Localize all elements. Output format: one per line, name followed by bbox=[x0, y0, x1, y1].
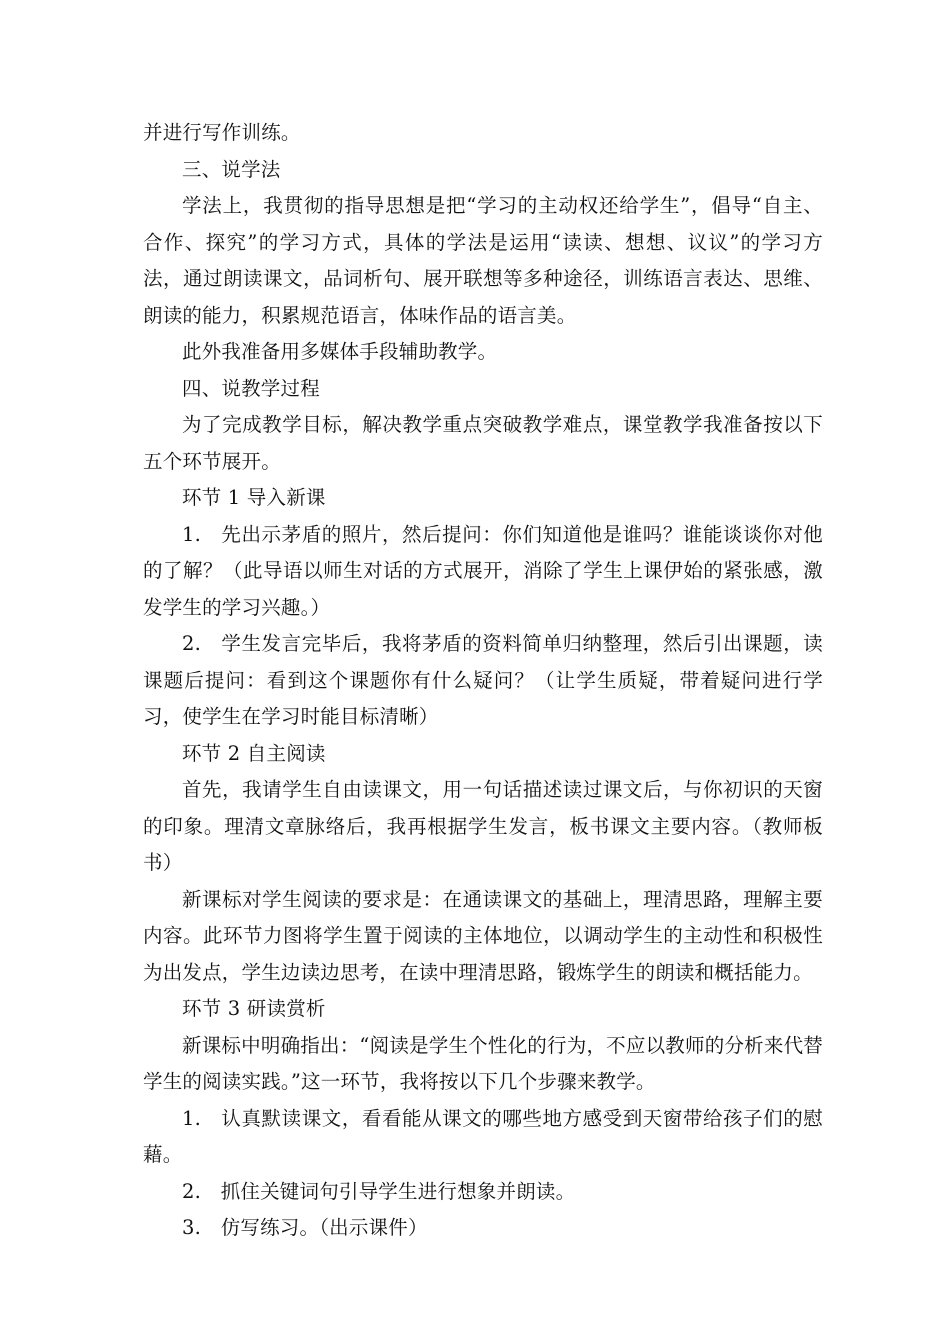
section-heading-teaching-process: 四、说教学过程 bbox=[182, 376, 320, 400]
paragraph-continuation: 并进行写作训练。 bbox=[143, 121, 301, 144]
paragraph-self-reading: 首先，我请学生自由读课文，用一句话描述读过课文后，与你初识的天窗的印象。理清文章脉络后，我再根据学生发言，板书课文主要内容。（教师板书） bbox=[143, 778, 823, 874]
list-item-3-3: 3. 仿写练习。（出示课件） bbox=[182, 1216, 428, 1239]
paragraph-study-method: 学法上，我贯彻的指导思想是把“学习的主动权还给学生”，倡导“自主、合作、探究”的学习方式，具体的学法是运用“读读、想想、议议”的学习方法，通过朗读课文，品词析句、展开联想等多种途径，训练语言表达、思维、朗读的能力，积累规范语言，体味作品的语言美。 bbox=[143, 194, 823, 327]
list-item-1-2: 2. 学生发言完毕后，我将茅盾的资料简单归纳整理，然后引出课题，读课题后提问：看到这个课题你有什么疑问？（让学生质疑，带着疑问进行学习，使学生在学习时能目标清晰） bbox=[143, 632, 823, 728]
list-item-3-1: 1. 认真默读课文，看看能从课文的哪些地方感受到天窗带给孩子们的慰藉。 bbox=[143, 1106, 823, 1166]
document-body bbox=[143, 115, 823, 1247]
list-item-1-1: 1. 先出示茅盾的照片，然后提问：你们知道他是谁吗？谁能谈谈你对他的了解？（此导语以师生对话的方式展开，消除了学生上课伊始的紧张感，激发学生的学习兴趣。） bbox=[143, 522, 823, 619]
step-heading-3: 环节 3 研读赏析 bbox=[182, 997, 326, 1020]
step-heading-1: 环节 1 导入新课 bbox=[182, 486, 326, 509]
paragraph-process-intro: 为了完成教学目标，解决教学重点突破教学难点，课堂教学我准备按以下五个环节展开。 bbox=[143, 413, 823, 473]
paragraph-multimedia: 此外我准备用多媒体手段辅助教学。 bbox=[182, 340, 498, 363]
paragraph-curriculum-quote: 新课标中明确指出：“阅读是学生个性化的行为，不应以教师的分析来代替学生的阅读实践。”这一环节，我将按以下几个步骤来教学。 bbox=[143, 1033, 823, 1093]
list-item-3-2: 2. 抓住关键词句引导学生进行想象并朗读。 bbox=[182, 1179, 576, 1203]
step-heading-2: 环节 2 自主阅读 bbox=[182, 741, 326, 765]
section-heading-study-method: 三、说学法 bbox=[182, 157, 281, 181]
paragraph-curriculum-requirement: 新课标对学生阅读的要求是：在通读课文的基础上，理清思路，理解主要内容。此环节力图将学生置于阅读的主体地位，以调动学生的主动性和积极性为出发点，学生边读边思考，在读中理清思路，锻炼学生的朗读和概括能力。 bbox=[143, 887, 823, 984]
